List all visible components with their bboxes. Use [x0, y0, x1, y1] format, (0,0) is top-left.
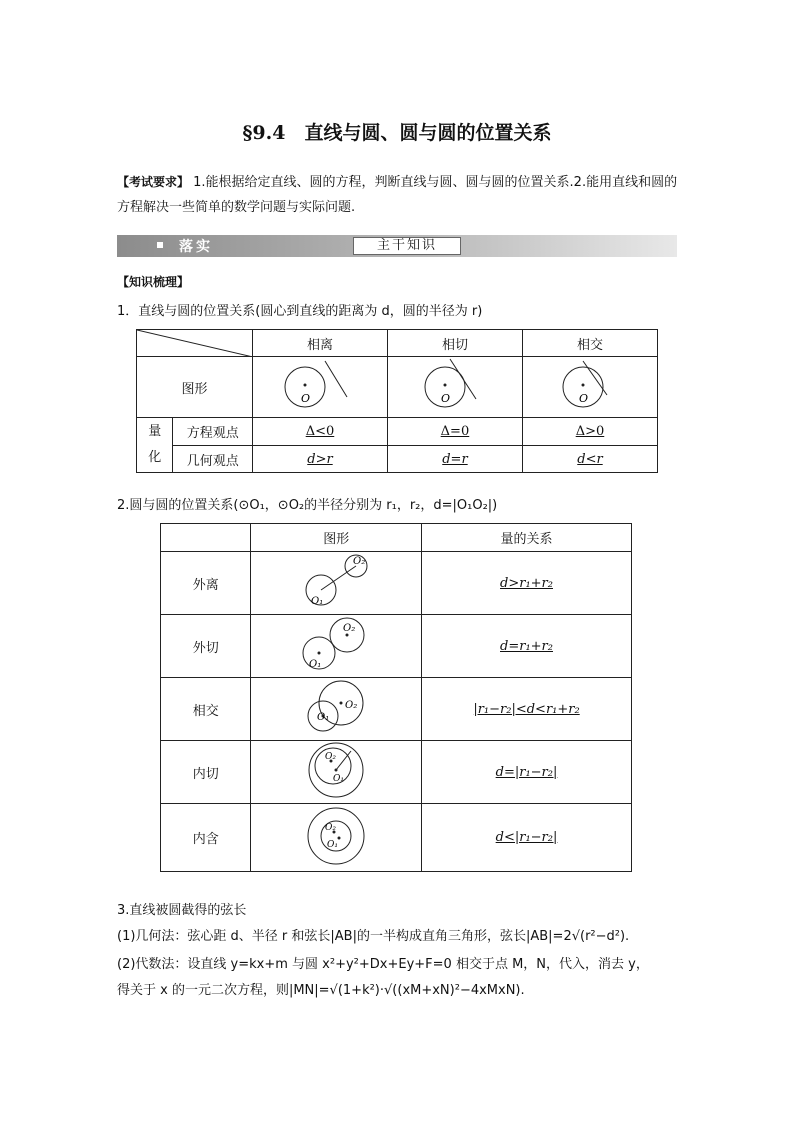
- row-name-contain: 内含: [161, 804, 251, 872]
- banner-left-label: 落实: [179, 239, 213, 255]
- diagonal-header-cell: [137, 330, 253, 357]
- o2-label: O₂: [343, 623, 356, 634]
- figure-cc-contain: [251, 804, 422, 872]
- quantify-char-2: 化: [148, 450, 162, 465]
- figure-cc-ext-tangent: [251, 615, 422, 678]
- o1-label: O₁: [333, 774, 345, 784]
- geo-tangent: d=r: [387, 446, 522, 473]
- o2-label: O₂: [325, 752, 337, 762]
- geometry-view-label: 几何观点: [173, 446, 253, 473]
- relation-contain: d<|r₁−r₂|: [422, 804, 632, 872]
- requirements-text: 1.能根据给定直线、圆的方程，判断直线与圆、圆与圆的位置关系.2.能用直线和圆的方程解决一些简单的数学问题与实际问题.: [117, 175, 678, 215]
- line-circle-table: [136, 329, 658, 473]
- figure-intersect: [522, 357, 657, 418]
- row-name-intersect: 相交: [161, 678, 251, 741]
- figure-cc-separate: [251, 552, 422, 615]
- header-separate: 相离: [252, 330, 387, 357]
- circle-circle-table: [160, 523, 632, 872]
- relation-ext-tangent: d=r₁+r₂: [422, 615, 632, 678]
- quantify-group-label: [137, 418, 173, 473]
- banner-right-label: 主干知识: [353, 237, 461, 255]
- figure-separate: [252, 357, 387, 418]
- o1-label: O₁: [317, 712, 330, 723]
- header-intersect: 相交: [522, 330, 657, 357]
- row-name-separate: 外离: [161, 552, 251, 615]
- requirements-tag: 【考试要求】: [117, 175, 190, 189]
- figure-tangent: [387, 357, 522, 418]
- circles-intersect-diagram: [281, 678, 391, 736]
- o1-label: O₁: [327, 839, 339, 850]
- circles-separate-diagram: [281, 552, 391, 610]
- o2-label: O₂: [345, 700, 358, 711]
- section3-algebraic-method-line2: 得关于 x 的一元二次方程，则|MN|=√(1+k²)·√((xM+xN)²−4xMxN).: [117, 983, 525, 998]
- section-banner: [117, 235, 677, 257]
- section2-heading: 2.圆与圆的位置关系(⊙O₁，⊙O₂的半径分别为 r₁，r₂，d=|O₁O₂|): [117, 498, 498, 513]
- page-title: §9.4 直线与圆、圆与圆的位置关系: [242, 122, 552, 144]
- figure-cc-intersect: [251, 678, 422, 741]
- section3-geometric-method: (1)几何法：弦心距 d、半径 r 和弦长|AB|的一半构成直角三角形，弦长|AB|=2√(r²−d²).: [117, 929, 630, 944]
- header-relation: 量的关系: [422, 524, 632, 552]
- quantify-char-1: 量: [148, 424, 162, 439]
- eq-separate: Δ<0: [252, 418, 387, 446]
- o2-label: O₂: [325, 822, 337, 833]
- relation-separate: d>r₁+r₂: [422, 552, 632, 615]
- banner-square-icon: [157, 242, 163, 248]
- eq-intersect: Δ>0: [522, 418, 657, 446]
- row-figure-label: 图形: [137, 357, 253, 418]
- row-name-int-tangent: 内切: [161, 741, 251, 804]
- circles-containment-diagram: [281, 805, 391, 867]
- o1-label: O₁: [309, 659, 322, 670]
- line-circle-tangent-diagram: [410, 357, 500, 413]
- line-circle-separate-diagram: [275, 357, 365, 413]
- figure-cc-int-tangent: [251, 741, 422, 804]
- row-name-ext-tangent: 外切: [161, 615, 251, 678]
- section3-algebraic-method-line1: (2)代数法：设直线 y=kx+m 与圆 x²+y²+Dx+Ey+F=0 相交于点 M，N，代入，消去 y，: [117, 957, 649, 972]
- knowledge-heading: 【知识梳理】: [117, 275, 190, 289]
- header-figure: 图形: [251, 524, 422, 552]
- empty-header-cell: [161, 524, 251, 552]
- o2-label: O₂: [353, 556, 366, 567]
- header-tangent: 相切: [387, 330, 522, 357]
- geo-separate: d>r: [252, 446, 387, 473]
- center-label: O: [578, 392, 588, 405]
- o1-label: O₁: [311, 596, 324, 607]
- exam-requirements: [117, 170, 682, 220]
- circles-internal-tangent-diagram: [281, 741, 391, 799]
- relation-intersect: |r₁−r₂|<d<r₁+r₂: [422, 678, 632, 741]
- geo-intersect: d<r: [522, 446, 657, 473]
- line-circle-intersect-diagram: [545, 357, 635, 413]
- section3-heading: 3.直线被圆截得的弦长: [117, 903, 247, 918]
- eq-tangent: Δ=0: [387, 418, 522, 446]
- center-label: O: [300, 392, 310, 405]
- equation-view-label: 方程观点: [173, 418, 253, 446]
- section1-heading: 1．直线与圆的位置关系(圆心到直线的距离为 d，圆的半径为 r): [117, 304, 483, 319]
- relation-int-tangent: d=|r₁−r₂|: [422, 741, 632, 804]
- center-label: O: [440, 392, 450, 405]
- circles-external-tangent-diagram: [281, 615, 391, 673]
- diagonal-line-icon: [137, 330, 253, 357]
